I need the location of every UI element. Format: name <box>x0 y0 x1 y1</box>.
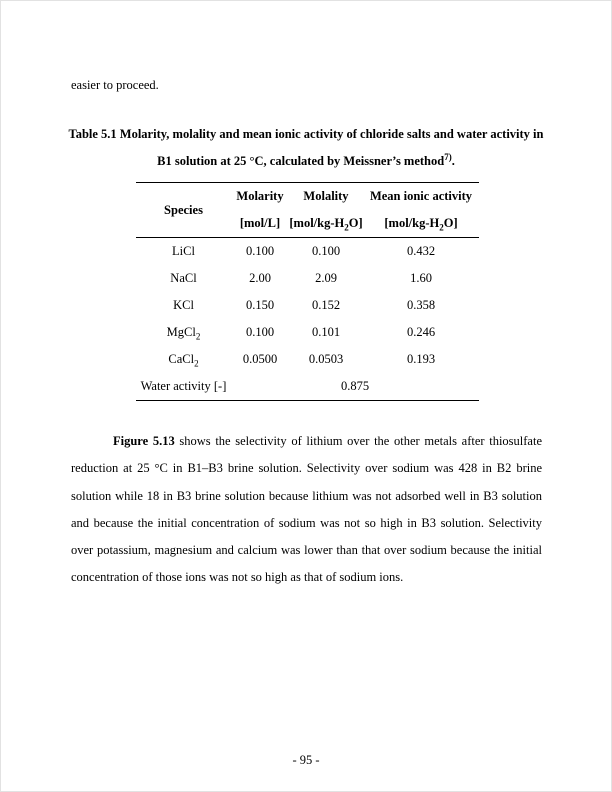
water-activity-value: 0.875 <box>231 373 479 401</box>
body-paragraph <box>71 428 542 592</box>
cell-species: NaCl <box>170 271 197 285</box>
cell-mean-ionic-activity: 0.193 <box>406 352 436 366</box>
table-caption-line2-text: B1 solution at 25 °C, calculated by Meissner’s method <box>157 154 445 168</box>
cell-species: LiCl <box>172 244 195 258</box>
unit-subscript: 2 <box>344 222 349 233</box>
data-table <box>136 182 479 401</box>
cell-molarity: 0.100 <box>245 244 275 258</box>
cell-species: KCl <box>173 298 194 312</box>
table-caption-line2 <box>61 148 551 175</box>
table-row <box>136 265 479 292</box>
cell-mean-ionic-activity: 1.60 <box>410 271 432 285</box>
water-activity-row <box>136 373 479 401</box>
water-activity-label: Water activity [-] <box>136 373 231 401</box>
header-species: Species <box>136 183 231 238</box>
header-mean-ionic-activity: Mean ionic activity $[mol/kg-H_2O]$ <box>363 183 479 238</box>
reference-superscript: 7) <box>444 151 452 162</box>
intro-text: easier to proceed. <box>71 78 159 92</box>
cell-species: MgCl$_2$ <box>166 325 201 342</box>
table-body <box>136 238 479 401</box>
cell-molality: 0.0503 <box>308 352 344 366</box>
cell-molality: 0.101 <box>311 325 341 339</box>
figure-reference: Figure 5.13 <box>113 434 175 448</box>
cell-mean-ionic-activity: 0.246 <box>406 325 436 339</box>
header-molarity: Molarity [mol/L] <box>231 183 289 238</box>
table-caption-line1: Table 5.1 Molarity, molality and mean ionic activity of chloride salts and water activity in <box>68 127 544 141</box>
cell-mean-ionic-activity: 0.358 <box>406 298 436 312</box>
unit-subscript: 2 <box>439 222 444 233</box>
cell-molarity: 0.0500 <box>242 352 278 366</box>
table-row <box>136 238 479 266</box>
species-subscript: 2 <box>194 358 199 369</box>
cell-species: CaCl$_2$ <box>168 352 199 369</box>
table-row <box>136 319 479 346</box>
cell-molarity: 0.150 <box>245 298 275 312</box>
cell-molarity: 0.100 <box>245 325 275 339</box>
cell-molality: 0.100 <box>311 244 341 258</box>
table-row <box>136 346 479 373</box>
cell-mean-ionic-activity: 0.432 <box>406 244 436 258</box>
body-paragraph-text: shows the selectivity of lithium over the other metals after thiosulfate reduction at 25 °C in B1–B3 brine solution. Selectivity over sodium was 428 in B2 brine solution while 18 in B3 brine solution because lithium was not adsorbed well in B3 solution and because the initial concentration of sodium was not so high in B3 solution. Selectivity over potassium, magnesium and calcium was lower than that over sodium because the initial concentration of those ions was not so high as that of sodium ions. <box>71 434 542 585</box>
species-subscript: 2 <box>195 331 201 342</box>
table-caption-line2-period: . <box>451 154 455 168</box>
table-row <box>136 292 479 319</box>
table-caption <box>61 121 551 175</box>
header-molality: Molality $[mol/kg-H_2O]$ <box>289 183 363 238</box>
cell-molality: 0.152 <box>311 298 341 312</box>
table-header <box>136 183 479 238</box>
page-number: - 95 - <box>292 753 320 767</box>
cell-molarity: 2.00 <box>249 271 271 285</box>
cell-molality: 2.09 <box>315 271 337 285</box>
